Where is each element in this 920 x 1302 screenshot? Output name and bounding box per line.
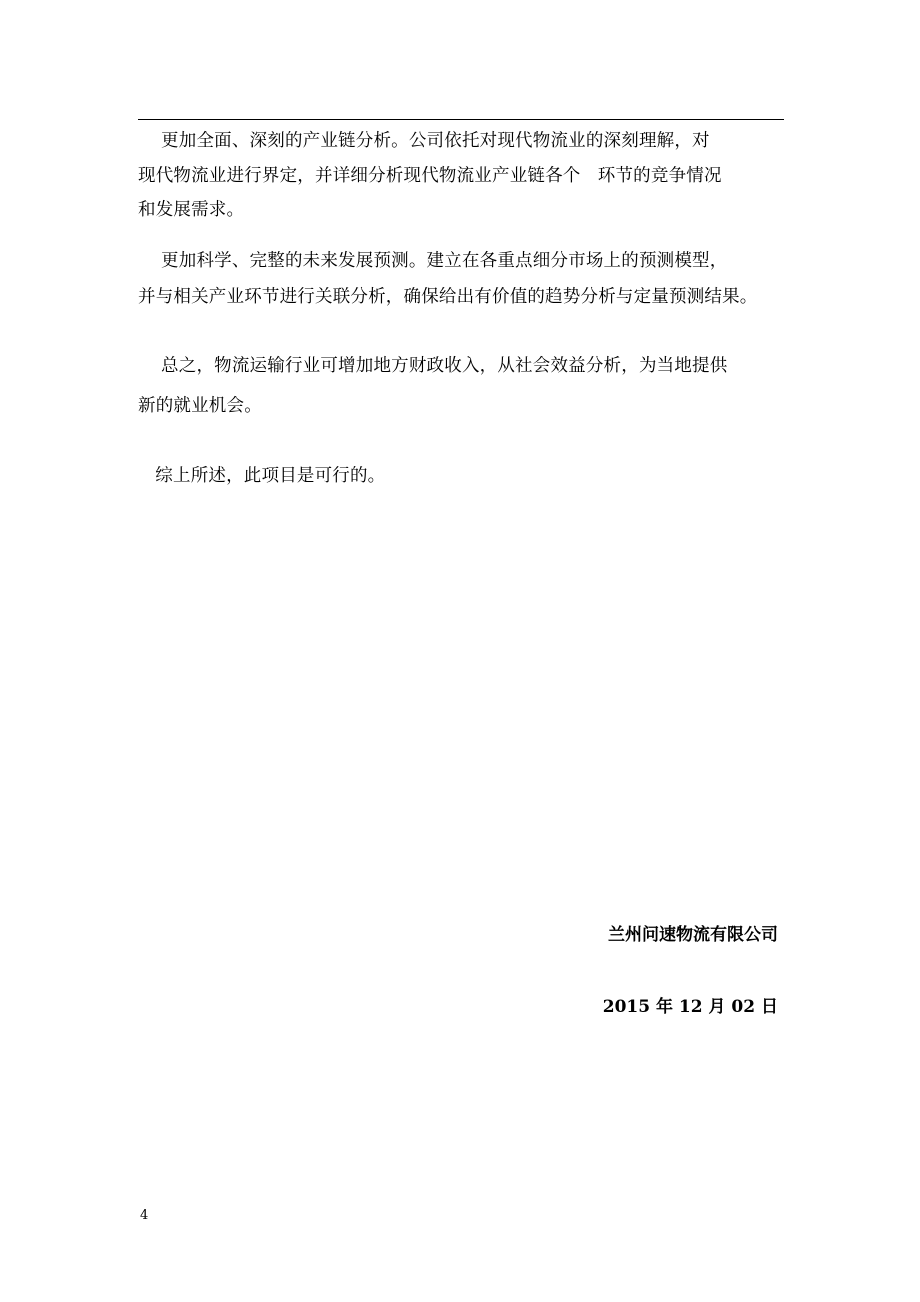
paragraph-1-line-3: 和发展需求。 bbox=[138, 200, 245, 220]
conclusion-line: 综上所述，此项目是可行的。 bbox=[138, 466, 386, 486]
paragraph-3-line-2: 新的就业机会。 bbox=[138, 396, 262, 416]
paragraph-2-line-1: 更加科学、完整的未来发展预测。建立在各重点细分市场上的预测模型， bbox=[138, 251, 728, 271]
paragraph-2-line-2: 并与相关产业环节进行关联分析，确保给出有价值的趋势分析与定量预测结果。 bbox=[138, 287, 758, 307]
paragraph-1-line-2: 现代物流业进行界定，并详细分析现代物流业产业链各个 环节的竞争情况 bbox=[138, 166, 722, 186]
signature-date: 2015 年 12 月 02 日 bbox=[602, 997, 778, 1017]
header-rule bbox=[138, 119, 784, 120]
page-number: 4 bbox=[140, 1208, 149, 1223]
company-signature: 兰州问速物流有限公司 bbox=[608, 925, 778, 945]
paragraph-3-line-1: 总之，物流运输行业可增加地方财政收入，从社会效益分析，为当地提供 bbox=[138, 356, 728, 376]
paragraph-1-line-1: 更加全面、深刻的产业链分析。公司依托对现代物流业的深刻理解，对 bbox=[138, 131, 710, 151]
